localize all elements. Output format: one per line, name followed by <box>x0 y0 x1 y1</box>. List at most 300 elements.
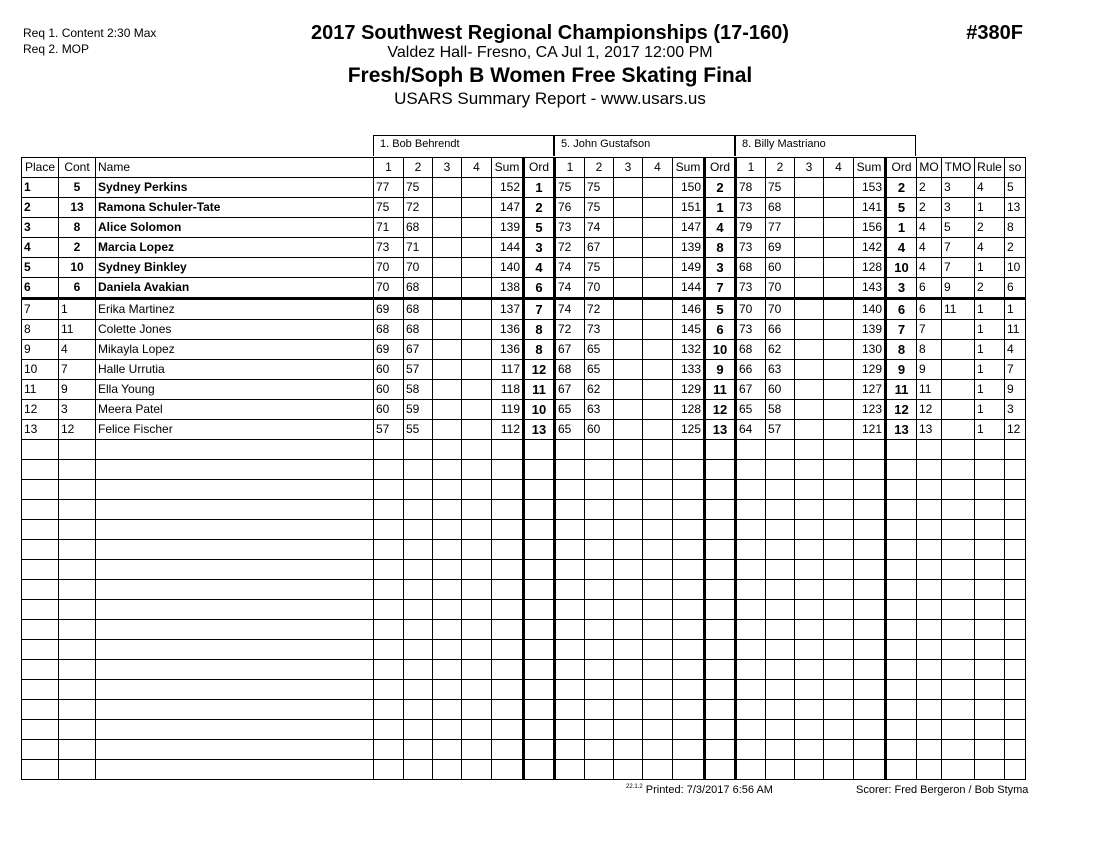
empty-cell <box>1005 740 1026 760</box>
empty-cell <box>614 600 643 620</box>
table-cell: 8 <box>59 218 96 238</box>
table-cell: 72 <box>404 198 433 218</box>
column-header: Sum <box>492 158 524 178</box>
empty-cell <box>736 680 766 700</box>
table-cell: 4 <box>917 218 942 238</box>
empty-cell <box>917 520 942 540</box>
table-cell: 8 <box>524 340 555 360</box>
empty-cell <box>643 520 673 540</box>
table-cell <box>614 238 643 258</box>
table-cell <box>462 178 492 198</box>
empty-cell <box>975 720 1005 740</box>
table-cell: 63 <box>585 400 614 420</box>
empty-cell <box>462 540 492 560</box>
table-cell <box>795 218 824 238</box>
table-cell <box>795 278 824 299</box>
table-cell <box>614 380 643 400</box>
table-cell: 5 <box>886 198 917 218</box>
table-cell: 68 <box>404 320 433 340</box>
table-cell: 7 <box>886 320 917 340</box>
empty-cell <box>524 740 555 760</box>
empty-cell <box>96 640 374 660</box>
table-cell: 8 <box>524 320 555 340</box>
empty-cell <box>462 620 492 640</box>
table-cell: 71 <box>404 238 433 258</box>
table-cell: 63 <box>766 360 795 380</box>
empty-cell <box>854 460 886 480</box>
table-cell: 5 <box>942 218 975 238</box>
table-cell <box>433 320 462 340</box>
empty-row <box>22 500 1026 520</box>
table-cell <box>643 238 673 258</box>
empty-cell <box>22 540 59 560</box>
empty-cell <box>433 740 462 760</box>
empty-cell <box>766 520 795 540</box>
table-cell: 68 <box>374 320 404 340</box>
table-cell: 152 <box>492 178 524 198</box>
print-info <box>626 784 773 796</box>
table-cell: 73 <box>555 218 585 238</box>
table-cell: 75 <box>585 178 614 198</box>
empty-row <box>22 740 1026 760</box>
empty-cell <box>795 540 824 560</box>
empty-cell <box>942 500 975 520</box>
table-cell <box>462 218 492 238</box>
table-cell: 77 <box>374 178 404 198</box>
empty-cell <box>585 700 614 720</box>
empty-cell <box>917 640 942 660</box>
empty-cell <box>374 460 404 480</box>
empty-cell <box>795 660 824 680</box>
empty-cell <box>433 500 462 520</box>
empty-cell <box>705 600 736 620</box>
table-cell: 2 <box>59 238 96 258</box>
table-cell <box>462 380 492 400</box>
empty-cell <box>585 660 614 680</box>
table-cell: 1 <box>59 299 96 320</box>
empty-cell <box>643 460 673 480</box>
empty-cell <box>433 760 462 780</box>
empty-cell <box>766 480 795 500</box>
table-cell: 3 <box>942 178 975 198</box>
empty-cell <box>673 640 705 660</box>
table-cell <box>643 340 673 360</box>
empty-cell <box>705 540 736 560</box>
empty-cell <box>824 520 854 540</box>
empty-cell <box>524 460 555 480</box>
empty-cell <box>22 600 59 620</box>
version-mark: 22.1.2 <box>626 784 643 790</box>
empty-cell <box>705 720 736 740</box>
empty-cell <box>1005 620 1026 640</box>
table-cell: 6 <box>917 299 942 320</box>
empty-cell <box>795 640 824 660</box>
table-cell: 2 <box>705 178 736 198</box>
empty-cell <box>59 760 96 780</box>
table-cell <box>824 320 854 340</box>
empty-cell <box>22 700 59 720</box>
table-cell <box>643 420 673 440</box>
empty-cell <box>555 440 585 460</box>
empty-cell <box>643 620 673 640</box>
table-cell: 72 <box>555 238 585 258</box>
table-cell: 12 <box>705 400 736 420</box>
results-table <box>21 157 1026 780</box>
empty-cell <box>585 560 614 580</box>
column-header: 4 <box>462 158 492 178</box>
table-cell <box>433 238 462 258</box>
table-cell <box>462 360 492 380</box>
table-cell: 12 <box>917 400 942 420</box>
empty-cell <box>1005 440 1026 460</box>
empty-row <box>22 640 1026 660</box>
empty-cell <box>614 540 643 560</box>
report-title: 2017 Southwest Regional Championships (17-160) <box>311 22 789 44</box>
empty-cell <box>975 740 1005 760</box>
column-header: Ord <box>705 158 736 178</box>
table-cell <box>795 238 824 258</box>
table-cell <box>614 198 643 218</box>
table-cell: 10 <box>705 340 736 360</box>
empty-cell <box>59 660 96 680</box>
table-cell <box>614 278 643 299</box>
table-cell: 6 <box>917 278 942 299</box>
empty-cell <box>854 740 886 760</box>
empty-cell <box>942 640 975 660</box>
table-cell <box>795 178 824 198</box>
empty-cell <box>59 740 96 760</box>
empty-cell <box>975 620 1005 640</box>
empty-cell <box>705 760 736 780</box>
empty-cell <box>736 440 766 460</box>
empty-cell <box>614 520 643 540</box>
table-cell <box>643 258 673 278</box>
empty-cell <box>614 740 643 760</box>
table-cell: 146 <box>673 299 705 320</box>
table-cell: 4 <box>1005 340 1026 360</box>
table-cell: Alice Solomon <box>96 218 374 238</box>
column-header: so <box>1005 158 1026 178</box>
empty-cell <box>673 580 705 600</box>
empty-cell <box>1005 480 1026 500</box>
empty-cell <box>585 600 614 620</box>
empty-cell <box>96 480 374 500</box>
empty-cell <box>886 460 917 480</box>
empty-cell <box>975 640 1005 660</box>
column-header: 4 <box>824 158 854 178</box>
table-cell <box>643 380 673 400</box>
empty-cell <box>492 520 524 540</box>
table-row <box>22 299 1026 320</box>
empty-cell <box>374 720 404 740</box>
empty-cell <box>492 620 524 640</box>
table-cell: 73 <box>736 320 766 340</box>
scorer-info: Scorer: Fred Bergeron / Bob Styma <box>856 784 1029 796</box>
table-cell: 9 <box>886 360 917 380</box>
table-cell <box>824 258 854 278</box>
table-cell: 55 <box>404 420 433 440</box>
empty-cell <box>736 700 766 720</box>
table-cell: 69 <box>766 238 795 258</box>
empty-cell <box>96 540 374 560</box>
empty-cell <box>492 580 524 600</box>
empty-cell <box>705 680 736 700</box>
empty-cell <box>524 620 555 640</box>
table-cell: 78 <box>736 178 766 198</box>
table-cell <box>462 258 492 278</box>
table-cell: 69 <box>374 299 404 320</box>
empty-cell <box>766 660 795 680</box>
table-cell: 75 <box>766 178 795 198</box>
empty-cell <box>917 680 942 700</box>
empty-cell <box>524 580 555 600</box>
empty-cell <box>59 600 96 620</box>
table-cell: 76 <box>555 198 585 218</box>
table-cell: 150 <box>673 178 705 198</box>
table-cell: 73 <box>736 198 766 218</box>
empty-cell <box>555 600 585 620</box>
table-cell: 136 <box>492 320 524 340</box>
empty-row <box>22 620 1026 640</box>
empty-cell <box>736 500 766 520</box>
empty-cell <box>585 620 614 640</box>
empty-cell <box>886 580 917 600</box>
empty-cell <box>96 460 374 480</box>
empty-cell <box>705 620 736 640</box>
empty-cell <box>975 580 1005 600</box>
venue-line: Valdez Hall- Fresno, CA Jul 1, 2017 12:00 PM <box>387 44 713 61</box>
table-cell: 144 <box>673 278 705 299</box>
table-cell: 119 <box>492 400 524 420</box>
column-header: 3 <box>433 158 462 178</box>
table-cell <box>462 299 492 320</box>
empty-cell <box>795 720 824 740</box>
empty-cell <box>824 760 854 780</box>
empty-cell <box>462 640 492 660</box>
empty-cell <box>404 440 433 460</box>
empty-cell <box>492 480 524 500</box>
empty-cell <box>524 520 555 540</box>
table-cell <box>433 218 462 238</box>
empty-cell <box>433 480 462 500</box>
table-cell: 1 <box>975 198 1005 218</box>
empty-cell <box>374 740 404 760</box>
empty-cell <box>374 560 404 580</box>
table-cell: 65 <box>555 420 585 440</box>
empty-cell <box>555 580 585 600</box>
empty-row <box>22 440 1026 460</box>
table-cell: 70 <box>736 299 766 320</box>
empty-cell <box>585 680 614 700</box>
empty-cell <box>886 620 917 640</box>
table-cell: 1 <box>524 178 555 198</box>
empty-cell <box>585 500 614 520</box>
empty-cell <box>433 600 462 620</box>
empty-cell <box>795 500 824 520</box>
table-cell <box>614 258 643 278</box>
empty-cell <box>555 480 585 500</box>
empty-cell <box>433 560 462 580</box>
empty-cell <box>374 680 404 700</box>
table-cell: Sydney Perkins <box>96 178 374 198</box>
table-cell: 10 <box>22 360 59 380</box>
empty-cell <box>975 700 1005 720</box>
empty-cell <box>886 440 917 460</box>
empty-cell <box>585 760 614 780</box>
empty-cell <box>433 460 462 480</box>
empty-cell <box>1005 600 1026 620</box>
table-cell: 133 <box>673 360 705 380</box>
report-subtitle: USARS Summary Report - www.usars.us <box>394 89 706 108</box>
empty-cell <box>736 480 766 500</box>
empty-cell <box>462 600 492 620</box>
empty-cell <box>555 540 585 560</box>
empty-cell <box>462 500 492 520</box>
table-cell: 7 <box>917 320 942 340</box>
empty-cell <box>975 460 1005 480</box>
empty-cell <box>705 460 736 480</box>
table-cell <box>643 218 673 238</box>
empty-cell <box>96 580 374 600</box>
empty-cell <box>643 500 673 520</box>
empty-cell <box>1005 540 1026 560</box>
table-cell <box>462 238 492 258</box>
empty-cell <box>404 600 433 620</box>
table-cell: 3 <box>59 400 96 420</box>
empty-cell <box>886 660 917 680</box>
table-cell <box>462 400 492 420</box>
empty-cell <box>705 660 736 680</box>
table-cell <box>643 400 673 420</box>
empty-cell <box>975 560 1005 580</box>
table-cell: 1 <box>1005 299 1026 320</box>
empty-cell <box>705 440 736 460</box>
empty-cell <box>555 720 585 740</box>
empty-cell <box>673 480 705 500</box>
table-cell: 65 <box>585 340 614 360</box>
empty-cell <box>585 480 614 500</box>
table-cell <box>433 299 462 320</box>
table-cell: 62 <box>766 340 795 360</box>
table-cell: 11 <box>705 380 736 400</box>
empty-cell <box>524 560 555 580</box>
empty-cell <box>673 620 705 640</box>
empty-cell <box>404 500 433 520</box>
empty-cell <box>673 660 705 680</box>
table-cell <box>942 320 975 340</box>
empty-cell <box>975 540 1005 560</box>
empty-cell <box>555 500 585 520</box>
empty-cell <box>96 660 374 680</box>
empty-cell <box>492 720 524 740</box>
table-cell: 67 <box>736 380 766 400</box>
table-cell: 139 <box>854 320 886 340</box>
empty-cell <box>555 740 585 760</box>
empty-cell <box>942 760 975 780</box>
column-header: Place <box>22 158 59 178</box>
empty-cell <box>524 680 555 700</box>
table-cell: 156 <box>854 218 886 238</box>
empty-cell <box>22 480 59 500</box>
empty-cell <box>492 700 524 720</box>
empty-cell <box>492 680 524 700</box>
table-cell <box>433 198 462 218</box>
empty-cell <box>854 680 886 700</box>
table-cell <box>643 360 673 380</box>
empty-cell <box>917 660 942 680</box>
empty-cell <box>614 560 643 580</box>
table-cell: 128 <box>854 258 886 278</box>
empty-cell <box>22 500 59 520</box>
empty-cell <box>404 740 433 760</box>
column-header: Cont <box>59 158 96 178</box>
empty-cell <box>917 540 942 560</box>
table-cell <box>824 278 854 299</box>
empty-cell <box>795 700 824 720</box>
table-cell: 1 <box>705 198 736 218</box>
empty-cell <box>96 620 374 640</box>
empty-cell <box>374 500 404 520</box>
table-cell: 70 <box>374 278 404 299</box>
table-cell: 11 <box>886 380 917 400</box>
empty-cell <box>917 740 942 760</box>
empty-cell <box>1005 680 1026 700</box>
table-cell: 58 <box>766 400 795 420</box>
table-cell: 151 <box>673 198 705 218</box>
empty-cell <box>59 500 96 520</box>
table-cell: 139 <box>673 238 705 258</box>
empty-cell <box>766 720 795 740</box>
empty-cell <box>614 620 643 640</box>
empty-cell <box>614 480 643 500</box>
empty-cell <box>975 520 1005 540</box>
table-cell: 4 <box>975 178 1005 198</box>
empty-cell <box>643 740 673 760</box>
empty-cell <box>404 520 433 540</box>
empty-cell <box>795 480 824 500</box>
table-cell: 6 <box>886 299 917 320</box>
table-cell <box>795 320 824 340</box>
empty-cell <box>374 480 404 500</box>
empty-cell <box>975 680 1005 700</box>
table-cell: 129 <box>854 360 886 380</box>
table-cell: 68 <box>736 258 766 278</box>
table-row <box>22 360 1026 380</box>
empty-cell <box>795 560 824 580</box>
table-cell <box>462 420 492 440</box>
empty-cell <box>492 560 524 580</box>
table-cell: 1 <box>975 299 1005 320</box>
table-cell: 72 <box>555 320 585 340</box>
empty-cell <box>22 720 59 740</box>
empty-row <box>22 720 1026 740</box>
table-cell: Erika Martinez <box>96 299 374 320</box>
table-cell <box>433 360 462 380</box>
empty-row <box>22 540 1026 560</box>
table-cell: Halle Urrutia <box>96 360 374 380</box>
empty-cell <box>886 600 917 620</box>
empty-cell <box>585 520 614 540</box>
empty-cell <box>766 500 795 520</box>
table-row <box>22 198 1026 218</box>
empty-cell <box>585 580 614 600</box>
table-cell: 140 <box>854 299 886 320</box>
table-cell <box>643 198 673 218</box>
table-cell <box>942 360 975 380</box>
empty-cell <box>766 640 795 660</box>
table-cell: 138 <box>492 278 524 299</box>
table-cell: 66 <box>766 320 795 340</box>
